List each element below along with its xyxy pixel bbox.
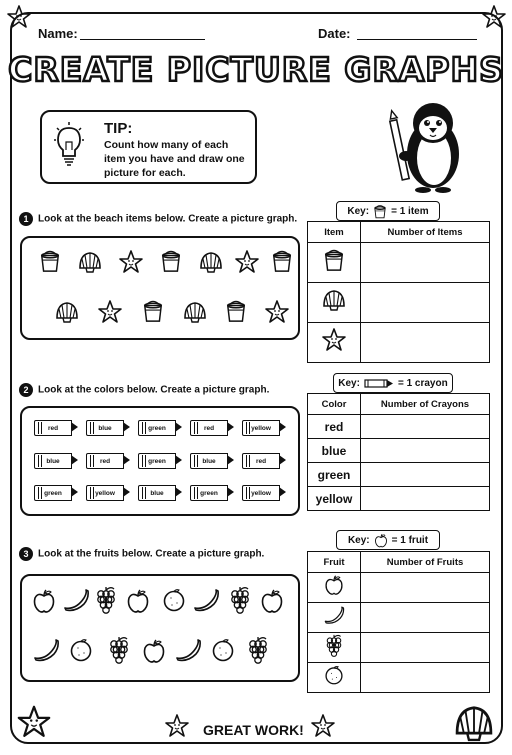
shell-icon (198, 250, 224, 274)
answer-cell[interactable] (361, 603, 490, 633)
bucket-icon (39, 248, 61, 274)
col-color: Color (308, 394, 361, 415)
answer-cell[interactable] (361, 415, 490, 439)
crayon: red (34, 420, 72, 436)
answer-cell[interactable] (361, 573, 490, 603)
star-icon (164, 713, 190, 739)
apple-icon (126, 588, 150, 614)
crayon-row (34, 453, 280, 469)
section2-key (333, 373, 453, 393)
apple-icon (260, 588, 284, 614)
crayon-icon (364, 379, 394, 388)
beach-graph-table (307, 221, 490, 363)
crayon: green (190, 485, 228, 501)
bucket-icon (373, 204, 387, 219)
starfish-icon (234, 249, 260, 275)
starfish-icon (321, 327, 347, 353)
section2-number: 2 (19, 383, 33, 397)
section1-key (336, 201, 440, 221)
tip-text: Count how many of each item you have and draw one picture for each. (104, 139, 245, 179)
star-icon (6, 4, 32, 30)
bucket-icon (142, 298, 164, 324)
crayon: blue (138, 485, 176, 501)
shell-icon (452, 702, 496, 744)
grapes-icon (324, 634, 344, 657)
crayon: green (138, 453, 176, 469)
answer-cell[interactable] (361, 463, 490, 487)
answer-cell[interactable] (361, 487, 490, 511)
section1-instruction-text: Look at the beach items below. Create a picture graph. (38, 213, 298, 225)
section3-instruction (19, 547, 264, 561)
apple-icon (374, 533, 388, 548)
date-label: Date: (318, 26, 351, 41)
name-field[interactable] (80, 39, 205, 40)
star-icon (481, 4, 507, 30)
shell-icon (321, 288, 347, 312)
crayon: yellow (86, 485, 124, 501)
banana-icon (174, 638, 202, 662)
key-value: = 1 crayon (397, 377, 448, 389)
color-label: red (308, 415, 361, 439)
key-label: Key: (347, 205, 370, 217)
fruits-graph-table (307, 551, 490, 693)
great-work-text: GREAT WORK! (203, 722, 304, 738)
col-number-fruits: Number of Fruits (361, 552, 490, 573)
bucket-icon (323, 247, 345, 273)
shell-icon (54, 300, 80, 324)
answer-cell[interactable] (361, 323, 490, 363)
bucket-icon (225, 298, 247, 324)
color-label: yellow (308, 487, 361, 511)
grapes-icon (94, 586, 118, 614)
answer-cell[interactable] (361, 439, 490, 463)
bucket-icon (160, 248, 182, 274)
section3-number: 3 (19, 547, 33, 561)
crayon: green (34, 485, 72, 501)
apple-icon (142, 638, 166, 664)
fruits-box (20, 574, 300, 682)
orange-icon (211, 638, 235, 662)
answer-cell[interactable] (361, 283, 490, 323)
banana-icon (62, 588, 90, 612)
starfish-icon (264, 299, 290, 325)
banana-icon (323, 605, 345, 625)
grapes-icon (228, 586, 252, 614)
crayon: red (242, 453, 280, 469)
key-label: Key: (338, 377, 360, 389)
key-value: = 1 item (391, 205, 429, 217)
starfish-icon (97, 299, 123, 325)
color-label: blue (308, 439, 361, 463)
starfish-icon (118, 249, 144, 275)
starfish-icon (16, 704, 52, 740)
crayon: blue (190, 453, 228, 469)
orange-icon (69, 638, 93, 662)
shell-icon (77, 250, 103, 274)
crayon-row (34, 420, 280, 436)
orange-icon (162, 588, 186, 612)
beach-items-box (20, 236, 300, 340)
section1-instruction (19, 212, 297, 226)
shell-icon (182, 300, 208, 324)
lightbulb-icon (52, 122, 86, 170)
crayons-box (20, 406, 300, 516)
color-label: green (308, 463, 361, 487)
banana-icon (32, 638, 60, 662)
section2-instruction (19, 383, 269, 397)
apple-icon (324, 574, 344, 596)
key-label: Key: (347, 534, 370, 546)
grapes-icon (246, 636, 270, 664)
answer-cell[interactable] (361, 663, 490, 693)
tip-box (40, 110, 257, 184)
key-value: = 1 fruit (391, 534, 429, 546)
banana-icon (192, 588, 220, 612)
name-label: Name: (38, 26, 78, 41)
grapes-icon (107, 636, 131, 664)
col-fruit: Fruit (308, 552, 361, 573)
answer-cell[interactable] (361, 633, 490, 663)
col-item: Item (308, 222, 361, 243)
col-number-items: Number of Items (361, 222, 490, 243)
orange-icon (324, 665, 344, 685)
crayon: yellow (242, 485, 280, 501)
crayon: blue (86, 420, 124, 436)
answer-cell[interactable] (361, 243, 490, 283)
section1-number: 1 (19, 212, 33, 226)
apple-icon (32, 588, 56, 614)
colors-graph-table (307, 393, 490, 511)
section3-key (336, 530, 440, 550)
crayon: red (86, 453, 124, 469)
crayon: red (190, 420, 228, 436)
page-title: CREATE PICTURE GRAPHS (8, 50, 504, 89)
crayon: blue (34, 453, 72, 469)
crayon-row (34, 485, 280, 501)
col-number-crayons: Number of Crayons (361, 394, 490, 415)
crayon: green (138, 420, 176, 436)
date-field[interactable] (357, 39, 477, 40)
section2-instruction-text: Look at the colors below. Create a picture graph. (38, 384, 270, 396)
crayon: yellow (242, 420, 280, 436)
bucket-icon (271, 248, 293, 274)
star-icon (310, 713, 336, 739)
section3-instruction-text: Look at the fruits below. Create a picture graph. (38, 548, 265, 560)
penguin-illustration (388, 98, 470, 194)
tip-title: TIP: (104, 120, 133, 137)
